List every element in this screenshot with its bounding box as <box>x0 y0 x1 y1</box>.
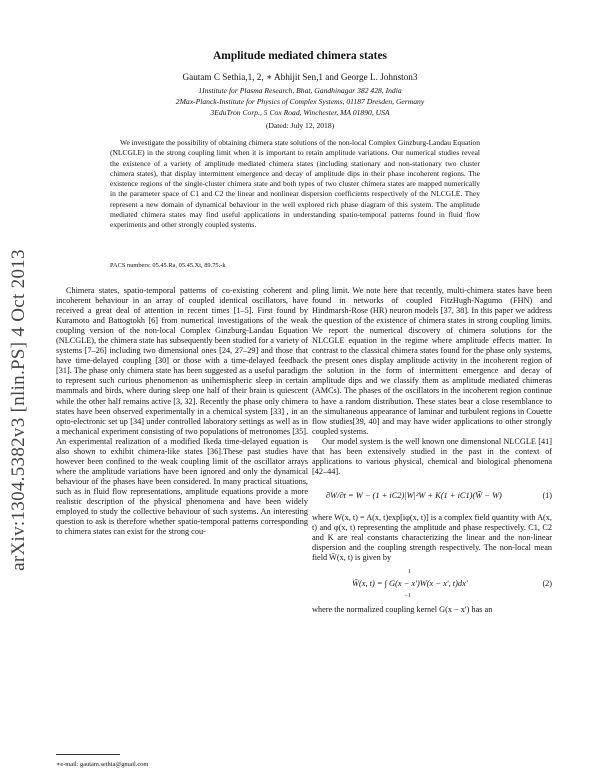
body-paragraph: where the normalized coupling kernel G(x − x′) has an <box>312 605 493 615</box>
equation-2-lower-limit: −1 <box>404 593 412 600</box>
equation-2-row <box>312 567 552 601</box>
dated-line: (Dated: July 12, 2018) <box>265 121 335 130</box>
arxiv-sidebar <box>4 230 34 590</box>
affiliation-2: 2Max-Planck-Institute for Physics of Complex Systems, 01187 Dresden, Germany <box>175 97 425 106</box>
body-paragraph: Our model system is the well known one dimensional NLCGLE [41] that has been extensively studied in the past in the context of applications to various physical, chemical and biological phenomena [42–44]. <box>312 436 552 476</box>
arxiv-identifier: arXiv:1304.5382v3 [nlin.PS] 4 Oct 2013 <box>8 249 29 571</box>
equation-2-upper-limit: 1 <box>408 569 411 576</box>
affiliation-3: 3EduTron Corp., 5 Cox Road, Winchester, MA 01890, USA <box>210 108 390 117</box>
author-list: Gautam C Sethia,1, 2, ∗ Abhijit Sen,1 and George L. Johnston3 <box>182 72 418 82</box>
equation-2: W̄(x, t) = ∫ G(x − x′)W(x − x′, t)dx′ <box>352 579 468 589</box>
equation-1: ∂W/∂t = W − (1 + iC2)|W|²W + K(1 + iC1)(W̄ − W) <box>326 490 502 500</box>
affiliation-1: 1Institute for Plasma Research, Bhat, Gandhinagar 382 428, India <box>198 86 402 95</box>
right-column <box>312 286 552 615</box>
paper-title: Amplitude mediated chimera states <box>212 50 388 62</box>
body-paragraph: Chimera states, spatio-temporal patterns of co-existing coherent and incoherent behaviour in an array of coupled identical oscillators, have received a great deal of attention in recent times [1–5]. First found by Kuramoto and Battogtokh [6] from numerical investigations of the weak coupling version of the non-local Complex Ginzburg-Landau Equation (NLCGLE), the chimera state has subsequently been studied for a variety of systems [7–26] including two dimensional ones [24, 27–29] and those that have time-delayed coupling [30] or those with a time-delayed feedback [31]. The phase only chimera state has been suggested as a useful paradigm to represent such curious phenomenon as unihemispheric sleep in certain mammals and birds, where during sleep one half of their brain is quiescent while the other half remains active [3, 32]. Recently the phase only chimera states have been observed experimentally in a chemical system [33] , in an opto-electronic set up [34] under controlled laboratory settings as well as in a mechanical experiment consisting of two populations of metronomes [35]. An experimental realization of a modified Ikeda time-delayed equation is also shown to exhibit chimera-like states [36].These past studies have however been confined to the weak coupling limit of the oscillator arrays where the amplitude variations have been ignored and only the dynamical behaviour of the phases have been considered. In many practical situations, such as in fluid flow representations, amplitude equations provide a more realistic description of the physical phenomena and have been widely employed to study the collective behaviour of such systems. An interesting question to ask is therefore whether spatio-temporal patterns corresponding to chimera states can exist for the strong cou- <box>56 286 308 537</box>
equation-1-number: (1) <box>542 490 552 500</box>
equation-2-number: (2) <box>542 579 552 589</box>
footnote: ∗e-mail: gautam.sethia@gmail.com <box>56 761 149 768</box>
left-column <box>56 286 308 537</box>
footnote-rule <box>56 754 120 755</box>
body-paragraph: pling limit. We note here that recently, multi-chimera states have been found in networks of coupled FitzHugh-Nagumo (FHN) and Hindmarsh-Rose (HR) neuron models [37, 38]. In this paper we address the question of the existence of chimera states in strong coupling limits. We report the numerical discovery of chimera solutions for the NLCGLE equation in the regime where amplitude effects matter. In contrast to the classical chimera states found for the phase only systems, the present ones display amplitude activity in the incoherent region of the solution in the form of intermittent emergence and decay of amplitude dips and we classify them as amplitude mediated chimeras (AMCs). The phases of the oscillators in the incoherent region continue to have a random distribution. These states bear a close resemblance to the simultaneous appearance of laminar and turbulent regions in Couette flow studies[39, 40] and may have wider applications to other strongly coupled systems. <box>312 286 552 436</box>
body-paragraph: where W(x, t) = A(x, t)exp[iφ(x, t)] is a complex field quantity with A(x, t) and φ(x, t) representing the amplitude and phase respectively. C1, C2 and K are real constants characterizing the linear and the non-linear dispersion and the coupling strength respectively. The non-local mean field W̄(x, t) is given by <box>312 512 552 563</box>
abstract: We investigate the possibility of obtaining chimera state solutions of the non-local Complex Ginzburg-Landau Equation (NLCGLE) in the strong coupling limit when it is important to retain amplitude variations. Our numerical studies reveal the existence of a variety of amplitude mediated chimera states (including stationary and non-stationary two cluster chimera states), that display intermittent emergence and decay of amplitude dips in their phase incoherent regions. The existence regions of the single-cluster chimera state and both types of two cluster chimera states are mapped numerically in the parameter space of C1 and C2 the linear and nonlinear dispersion coefficients respectively of the NLCGLE. They represent a new domain of dynamical behaviour in the well explored rich phase diagram of this system. The amplitude mediated chimera states may find useful applications in understanding spatio-temporal patterns found in fluid flow experiments and other strongly coupled systems. <box>110 138 481 230</box>
pacs-numbers: PACS numbers: 05.45.Ra, 05.45.Xt, 89.75.-k <box>110 262 226 269</box>
equation-1-row <box>312 483 552 509</box>
